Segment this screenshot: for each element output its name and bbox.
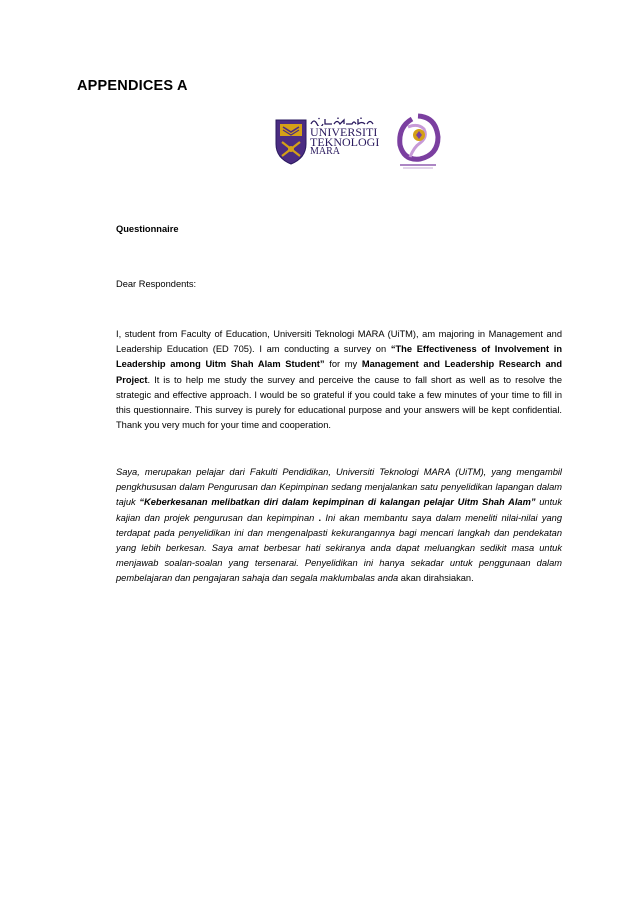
malay-text-2: untuk kajian dan projek pengurusan dan kepimpinan [116, 497, 562, 523]
uitm-word-teknologi: TEKNOLOGI [310, 135, 380, 149]
salutation: Dear Respondents: [116, 279, 197, 289]
english-paragraph [116, 327, 562, 433]
uitm-shield-icon [274, 118, 308, 166]
malay-text-5: akan dirahsiakan. [398, 573, 474, 584]
uitm-wordmark [310, 127, 379, 157]
malay-text-3: Ini akan membantu saya dalam meneliti nilai-nilai yang terdapat pada penyelidikan ini dan mengenalpasti kekurangannya bagi mencari langkah dan pendekatan yang lebih berkesan. Saya amat berbesar hati sekiranya anda dapat meluangkan sedikit masa untuk menjawab soalan-soalan yang tersenarai. Penyelidikan ini hanya sekadar untuk penggunaan dalam pembelajaran dan pengajaran sahaja dan segala maklumbalas [116, 512, 562, 584]
english-text-3: . It is to help me study the survey and perceive the cause to fall short as well as to resolve the strategic and effective approach. I would be so grateful if you could take a few minutes of your time to fill in this questionnaire. This survey is purely for educational purpose and your answers will be kept confidential. Thank you very much for your time and cooperation. [116, 374, 562, 431]
english-course-title: Management and Leadership Research and Project [116, 359, 562, 385]
malay-paragraph [116, 465, 562, 587]
uitm-word-universiti: UNIVERSITI [310, 125, 378, 139]
uitm-logo [270, 116, 380, 170]
malay-bold-period: . [318, 512, 322, 523]
logo-strip [270, 113, 446, 171]
english-text-1: I, student from Faculty of Education, Universiti Teknologi MARA (UiTM), am majoring in Management and Leadership Education (ED 705). I am conducting a survey on [116, 329, 562, 355]
english-text-2: for my [324, 359, 362, 370]
malay-survey-title: “Keberkesanan melibatkan diri dalam kepimpinan di kalangan pelajar Uitm Shah Alam” [139, 497, 536, 508]
malay-text-4: anda [377, 573, 399, 584]
appendix-heading: APPENDICES A [77, 78, 188, 94]
malay-text-1: Saya, merupakan pelajar dari Fakulti Pendidikan, Universiti Teknologi MARA (UiTM), yang mengambil pengkhususan dalam Pengurusan dan Kepimpinan sedang menjalankan satu penyelidikan lapangan dalam tajuk [116, 467, 562, 508]
english-survey-title: “The Effectiveness of Involvement in Leadership among Uitm Shah Alam Student” [116, 344, 562, 370]
uitm-word-mara: MARA [310, 146, 341, 157]
questionnaire-title: Questionnaire [116, 224, 179, 234]
faculty-of-education-logo-icon [394, 113, 442, 171]
